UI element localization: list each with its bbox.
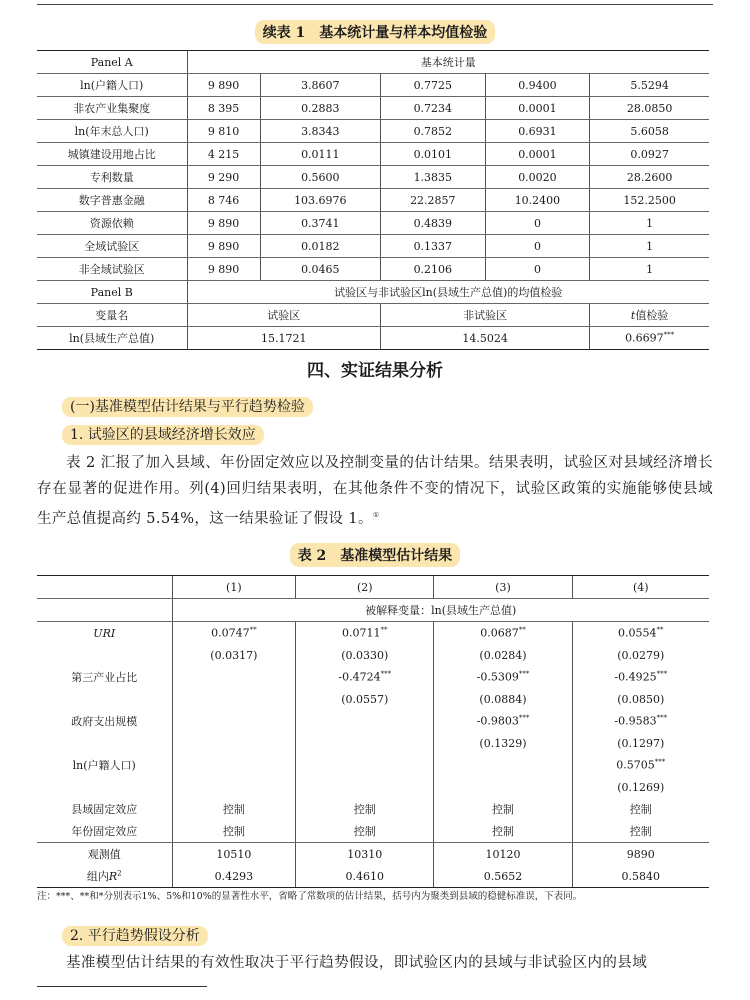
coef-cell: -0.4724***	[296, 666, 434, 688]
table2-caption: 表 2 基准模型估计结果	[0, 543, 750, 567]
coef-cell	[434, 754, 572, 776]
uri-label: URI	[93, 626, 116, 640]
subsection-1: (一)基准模型估计结果与平行趋势检验	[62, 396, 313, 416]
table1-cell: 0.0111	[260, 143, 380, 166]
table1-row	[37, 235, 709, 258]
table1-cell: 0.1337	[381, 235, 486, 258]
table1-cell: 0	[485, 235, 590, 258]
panel-b-header: 试验区与非试验区ln(县域生产总值)的均值检验	[187, 281, 709, 304]
table1-cell: 3.8607	[260, 74, 380, 97]
row-label: ln(年末总人口)	[37, 120, 187, 143]
col-3-header: (3)	[434, 576, 572, 599]
table1-cell: 1	[590, 235, 709, 258]
se-cell: (0.1297)	[572, 732, 709, 754]
table1-cell: 9 890	[187, 74, 260, 97]
table1-row	[37, 166, 709, 189]
section-title: 四、实证结果分析	[307, 361, 443, 381]
table1-cell: 9 890	[187, 235, 260, 258]
table1-row	[37, 97, 709, 120]
subsection-1-2: 2. 平行趋势假设分析	[62, 925, 208, 945]
coef-cell	[296, 710, 434, 732]
coef-row	[37, 710, 709, 732]
table1-cell: 0.0001	[485, 143, 590, 166]
row-label: 城镇建设用地占比	[37, 143, 187, 166]
table1-cell: 5.5294	[590, 74, 709, 97]
fe-cell: 控制	[434, 798, 572, 820]
coef-cell: -0.9583***	[572, 710, 709, 732]
table1-cell: 0.7852	[381, 120, 486, 143]
b-row-v3: 0.6697***	[590, 327, 709, 350]
obs-cell: 10310	[296, 843, 434, 866]
se-cell: (0.0284)	[434, 644, 572, 666]
table1-cell: 0.2883	[260, 97, 380, 120]
table1-cell: 28.0850	[590, 97, 709, 120]
coef-cell: -0.5309***	[434, 666, 572, 688]
fe-cell: 控制	[172, 820, 296, 843]
table1-cell: 5.6058	[590, 120, 709, 143]
table1-cell: 1	[590, 212, 709, 235]
table1-cell: 9 890	[187, 258, 260, 281]
row-label: 资源依赖	[37, 212, 187, 235]
table1-cell: 0.7725	[381, 74, 486, 97]
se-row	[37, 688, 709, 710]
col-2-header: (2)	[296, 576, 434, 599]
r2-label: 组内$R^2$	[37, 865, 172, 888]
se-cell: (0.1269)	[572, 776, 709, 798]
coef-row	[37, 666, 709, 688]
table1-cell: 8 395	[187, 97, 260, 120]
table1-row	[37, 212, 709, 235]
coef-row	[37, 754, 709, 776]
row-label: 非农产业集聚度	[37, 97, 187, 120]
se-cell: (0.1329)	[434, 732, 572, 754]
row-label: 专利数量	[37, 166, 187, 189]
se-cell: (0.0330)	[296, 644, 434, 666]
table1-caption: 续表 1 基本统计量与样本均值检验	[0, 20, 750, 44]
row-label: ln(户籍人口)	[37, 74, 187, 97]
paragraph-2: 基准模型估计结果的有效性取决于平行趋势假设，即试验区内的县域与非试验区内的县域	[66, 955, 648, 971]
table1-cell: 9 810	[187, 120, 260, 143]
table1-cell: 0	[485, 212, 590, 235]
table1-cell: 0	[485, 258, 590, 281]
table-note: 注：***、**和*分别表示1%、5%和10%的显著性水平，省略了常数项的估计结果，括号内为聚类到县域的稳健标准误，下表同。	[37, 891, 583, 902]
coef-cell: 0.0687**	[434, 622, 572, 645]
coef-cell: 0.0747**	[172, 622, 296, 645]
se-row	[37, 644, 709, 666]
b-col2: 非试验区	[381, 304, 590, 327]
table1-cell: 0.0101	[381, 143, 486, 166]
fe-cell: 控制	[434, 820, 572, 843]
coef-cell	[172, 666, 296, 688]
coef-cell	[296, 754, 434, 776]
obs-label: 观测值	[87, 848, 121, 861]
table1-cell: 3.8343	[260, 120, 380, 143]
col-1-header: (1)	[172, 576, 296, 599]
coef-cell: -0.9803***	[434, 710, 572, 732]
obs-cell: 10510	[172, 843, 296, 866]
fe-cell: 控制	[296, 798, 434, 820]
se-cell: (0.0884)	[434, 688, 572, 710]
tert-label: 第三产业占比	[71, 671, 138, 684]
table1-row	[37, 189, 709, 212]
table1-cell: 0.0020	[485, 166, 590, 189]
county-fe-label: 县域固定效应	[71, 803, 138, 816]
se-cell	[172, 688, 296, 710]
se-cell	[434, 776, 572, 798]
b-row-v1: 15.1721	[187, 327, 381, 350]
table1-cell: 0.3741	[260, 212, 380, 235]
se-cell	[296, 776, 434, 798]
r2-cell: 0.4293	[172, 865, 296, 888]
r2-cell: 0.5840	[572, 865, 709, 888]
subsection-1-1: 1. 试验区的县域经济增长效应	[62, 424, 264, 444]
se-cell: (0.0557)	[296, 688, 434, 710]
b-col1: 试验区	[187, 304, 381, 327]
se-cell	[296, 732, 434, 754]
panel-a-label: Panel A	[37, 51, 187, 74]
table1-cell: 8 746	[187, 189, 260, 212]
coef-cell: -0.4925***	[572, 666, 709, 688]
coef-cell	[172, 754, 296, 776]
table2	[37, 575, 709, 888]
table1-cell: 4 215	[187, 143, 260, 166]
se-row	[37, 732, 709, 754]
panel-a-header: 基本统计量	[187, 51, 709, 74]
table1-cell: 9 890	[187, 212, 260, 235]
fe-cell: 控制	[296, 820, 434, 843]
panel-b-label: Panel B	[37, 281, 187, 304]
b-row-name: ln(县域生产总值)	[37, 327, 187, 350]
pop-label: ln(户籍人口)	[72, 759, 136, 772]
row-label: 数字普惠金融	[37, 189, 187, 212]
table1-cell: 0.0927	[590, 143, 709, 166]
table1	[37, 50, 709, 350]
fe-cell: 控制	[572, 820, 709, 843]
table1-row	[37, 143, 709, 166]
coef-row	[37, 622, 709, 645]
coef-cell	[172, 710, 296, 732]
se-cell	[172, 776, 296, 798]
r2-cell: 0.4610	[296, 865, 434, 888]
table1-cell: 10.2400	[485, 189, 590, 212]
table1-cell: 0.0001	[485, 97, 590, 120]
dependent-variable: 被解释变量：ln(县域生产总值)	[172, 599, 709, 622]
table1-cell: 22.2857	[381, 189, 486, 212]
table1-cell: 0.6931	[485, 120, 590, 143]
b-row-v2: 14.5024	[381, 327, 590, 350]
obs-cell: 10120	[434, 843, 572, 866]
r2-cell: 0.5652	[434, 865, 572, 888]
table1-cell: 0.0465	[260, 258, 380, 281]
se-cell	[172, 732, 296, 754]
b-col3: t值检验	[590, 304, 709, 327]
gov-label: 政府支出规模	[71, 715, 138, 728]
se-cell: (0.0850)	[572, 688, 709, 710]
fe-cell: 控制	[172, 798, 296, 820]
table1-cell: 0.0182	[260, 235, 380, 258]
table1-row	[37, 74, 709, 97]
row-label: 全域试验区	[37, 235, 187, 258]
top-rule	[37, 4, 713, 5]
table1-row	[37, 258, 709, 281]
table1-cell: 0.7234	[381, 97, 486, 120]
paragraph-1: 表 2 汇报了加入县域、年份固定效应以及控制变量的估计结果。结果表明，试验区对县域经济增长存在显著的促进作用。列(4)回归结果表明，在其他条件不变的情况下，试验区政策的实施能够使县域生产总值提高约 5.54%，这一结果验证了假设 1。①	[37, 455, 713, 527]
coef-cell: 0.0554**	[572, 622, 709, 645]
table1-cell: 103.6976	[260, 189, 380, 212]
table1-row	[37, 120, 709, 143]
se-row	[37, 776, 709, 798]
table1-cell: 0.5600	[260, 166, 380, 189]
table1-cell: 1.3835	[381, 166, 486, 189]
col-4-header: (4)	[572, 576, 709, 599]
coef-cell: 0.0711**	[296, 622, 434, 645]
table1-cell: 0.9400	[485, 74, 590, 97]
table1-cell: 1	[590, 258, 709, 281]
row-label: 非全域试验区	[37, 258, 187, 281]
table1-cell: 0.4839	[381, 212, 486, 235]
se-cell: (0.0279)	[572, 644, 709, 666]
year-fe-label: 年份固定效应	[37, 820, 172, 843]
obs-cell: 9890	[572, 843, 709, 866]
table1-cell: 0.2106	[381, 258, 486, 281]
footnote-rule	[37, 986, 207, 987]
table1-cell: 152.2500	[590, 189, 709, 212]
coef-cell: 0.5705***	[572, 754, 709, 776]
b-var-label: 变量名	[37, 304, 187, 327]
table1-cell: 28.2600	[590, 166, 709, 189]
fe-cell: 控制	[572, 798, 709, 820]
table1-cell: 9 290	[187, 166, 260, 189]
se-cell: (0.0317)	[172, 644, 296, 666]
